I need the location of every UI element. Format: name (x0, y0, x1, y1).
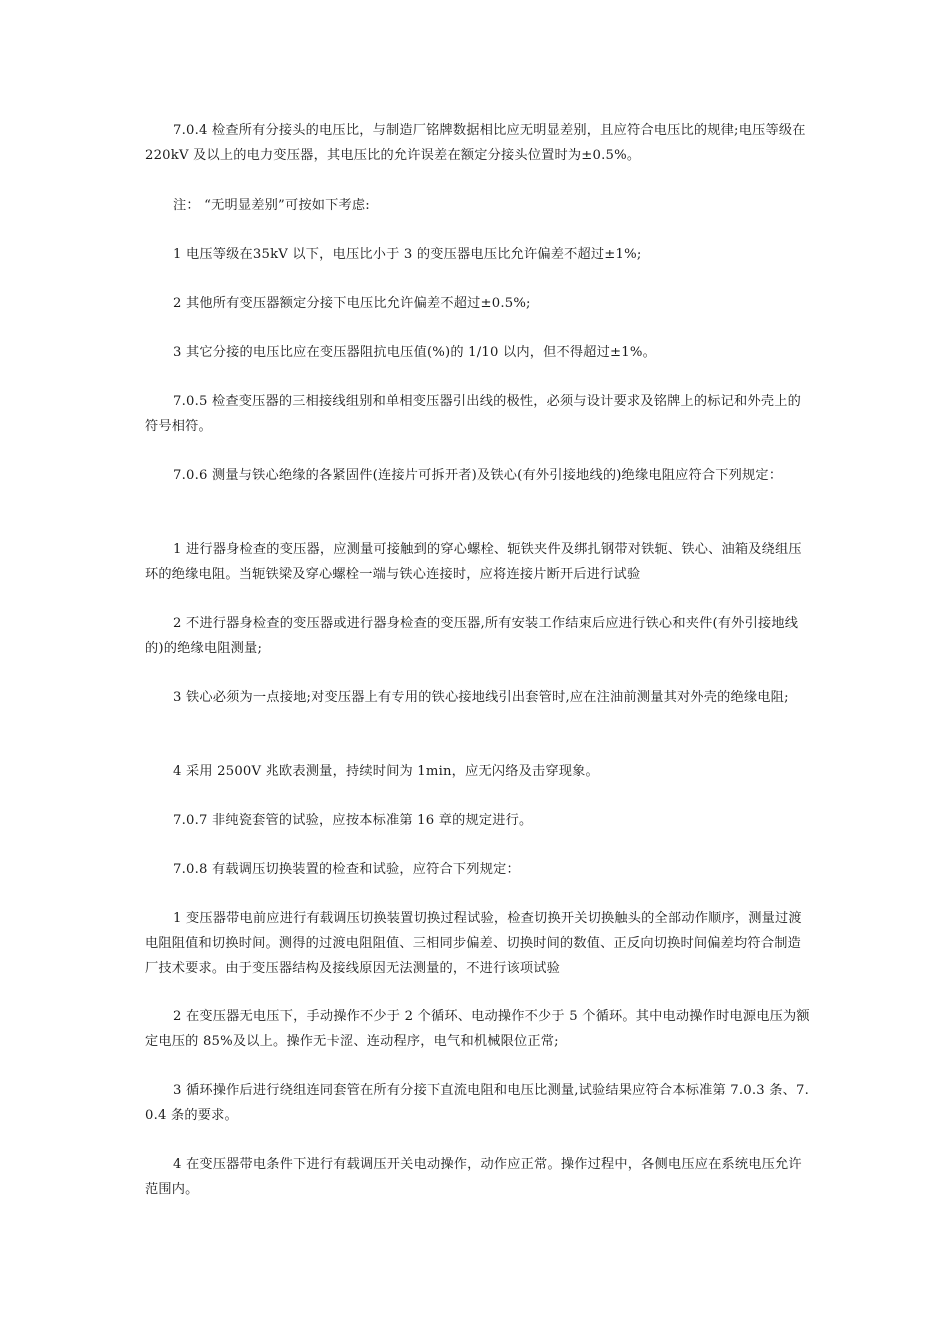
paragraph-7-0-8-item-4: 4 在变压器带电条件下进行有载调压开关电动操作，动作应正常。操作过程中，各侧电压应在系统电压允许范围内。 (145, 1157, 802, 1197)
paragraph-7-0-6-item-1: 1 进行器身检查的变压器，应测量可接触到的穿心螺栓、轭铁夹件及绑扎钢带对铁轭、铁心、油箱及绕组压环的绝缘电阻。当轭铁梁及穿心螺栓一端与铁心连接时，应将连接片断开后进行试验 (145, 542, 802, 582)
paragraph-7-0-6-item-4: 4 采用 2500V 兆欧表测量，持续时间为 1min，应无闪络及击穿现象。 (173, 764, 599, 779)
paragraph-7-0-4: 7.0.4 检查所有分接头的电压比，与制造厂铭牌数据相比应无明显差别，且应符合电压比的规律;电压等级在 220kV 及以上的电力变压器，其电压比的允许误差在额定分接头位置时为±0.5%。 (145, 123, 806, 163)
paragraph-7-0-5: 7.0.5 检查变压器的三相接线组别和单相变压器引出线的极性，必须与设计要求及铭牌上的标记和外壳上的符号相符。 (145, 394, 801, 434)
paragraph-7-0-6-item-2: 2 不进行器身检查的变压器或进行器身检查的变压器,所有安装工作结束后应进行铁心和夹件(有外引接地线的)的绝缘电阻测量; (145, 616, 799, 656)
paragraph-7-0-8-item-3: 3 循环操作后进行绕组连同套管在所有分接下直流电阻和电压比测量,试验结果应符合本标准第 7.0.3 条、7.0.4 条的要求。 (145, 1083, 809, 1123)
paragraph-7-0-6: 7.0.6 测量与铁心绝缘的各紧固件(连接片可拆开者)及铁心(有外引接地线的)绝缘电阻应符合下列规定： (173, 468, 783, 483)
paragraph-note-item-2: 2 其他所有变压器额定分接下电压比允许偏差不超过±0.5%; (173, 296, 531, 311)
paragraph-7-0-8-item-2: 2 在变压器无电压下，手动操作不少于 2 个循环、电动操作不少于 5 个循环。其中电动操作时电源电压为额定电压的 85%及以上。操作无卡涩、连动程序，电气和机械限位正常; (145, 1009, 810, 1049)
paragraph-7-0-8: 7.0.8 有载调压切换装置的检查和试验，应符合下列规定： (173, 862, 520, 877)
paragraph-7-0-8-item-1: 1 变压器带电前应进行有载调压切换装置切换过程试验，检查切换开关切换触头的全部动作顺序，测量过渡电阻阻值和切换时间。测得的过渡电阻阻值、三相同步偏差、切换时间的数值、正反向切换时间偏差均符合制造厂技术要求。由于变压器结构及接线原因无法测量的，不进行该项试验 (145, 911, 802, 976)
paragraph-note-item-3: 3 其它分接的电压比应在变压器阻抗电压值(%)的 1/10 以内，但不得超过±1%。 (173, 345, 657, 360)
paragraph-7-0-6-item-3: 3 铁心必须为一点接地;对变压器上有专用的铁心接地线引出套管时,应在注油前测量其对外壳的绝缘电阻; (173, 690, 789, 705)
paragraph-note: 注： “无明显差别”可按如下考虑: (173, 198, 370, 213)
paragraph-7-0-7: 7.0.7 非纯瓷套管的试验，应按本标准第 16 章的规定进行。 (173, 813, 533, 828)
paragraph-note-item-1: 1 电压等级在35kV 以下，电压比小于 3 的变压器电压比允许偏差不超过±1%; (173, 247, 642, 262)
